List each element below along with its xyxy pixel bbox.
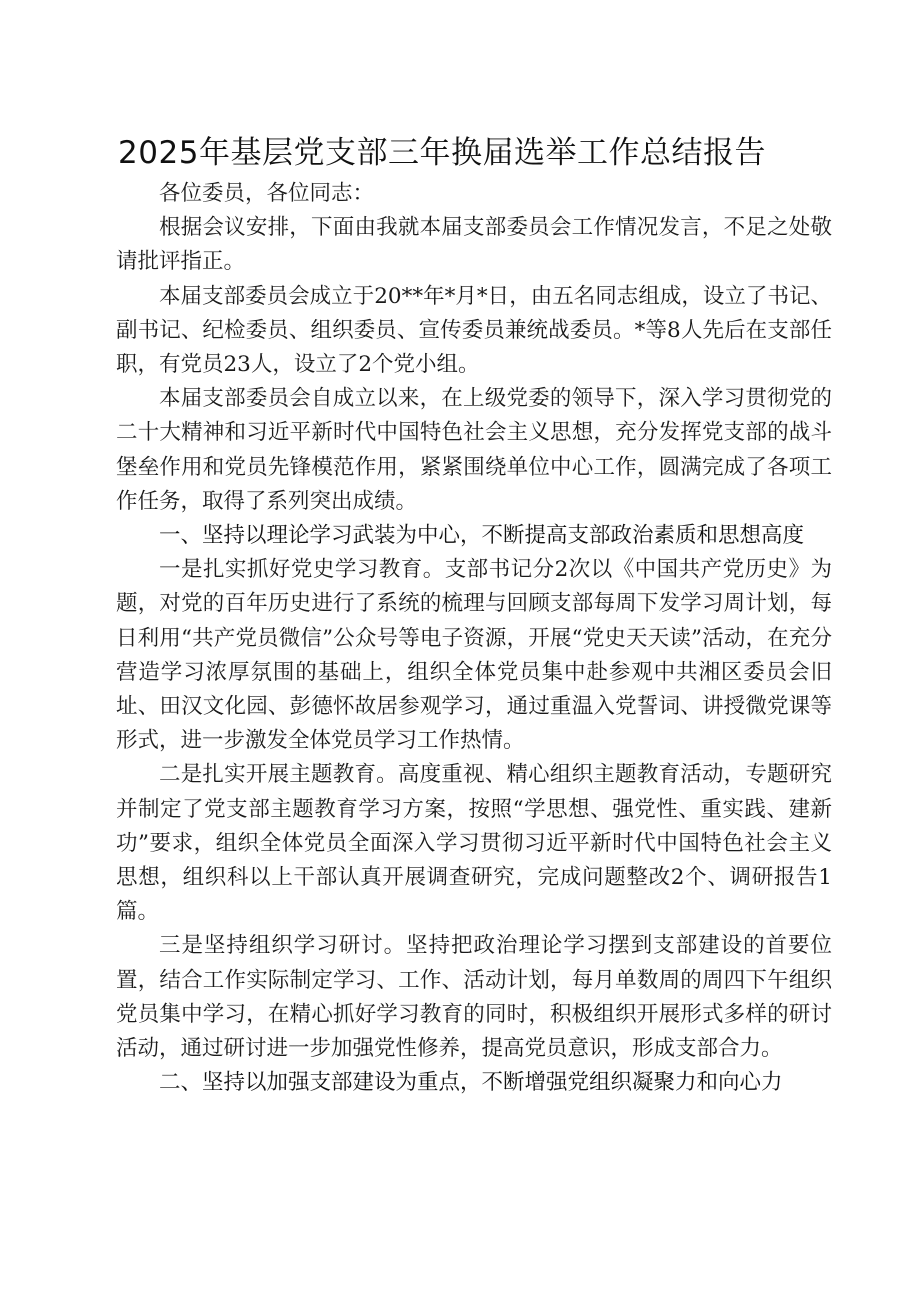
greeting-line: 各位委员，各位同志： xyxy=(159,181,375,206)
paragraph-study-seminars: 三是坚持组织学习研讨。坚持把政治理论学习摆到支部建设的首要位置，结合工作实际制定学习、工作、活动计划，每月单数周的周四下午组织党员集中学习，在精心抓好学习教育的同时，积极组织开展形式多样的研讨活动，通过研讨进一步加强党性修养，提高党员意识，形成支部合力。 xyxy=(116,933,832,1062)
paragraph-intro: 根据会议安排，下面由我就本届支部委员会工作情况发言，不足之处敬请批评指正。 xyxy=(116,215,832,275)
section-heading-1: 一、坚持以理论学习武装为中心，不断提高支部政治素质和思想高度 xyxy=(159,523,805,549)
document-title: 2025年基层党支部三年换届选举工作总结报告 xyxy=(118,135,766,171)
document-body xyxy=(116,177,832,1100)
paragraph-theme-education: 二是扎实开展主题教育。高度重视、精心组织主题教育活动，专题研究并制定了党支部主题教育学习方案，按照“学思想、强党性、重实践、建新功”要求，组织全体党员全面深入学习贯彻习近平新时代中国特色社会主义思想，组织科以上干部认真开展调查研究，完成问题整改2个、调研报告1篇。 xyxy=(116,762,832,925)
paragraph-achievements: 本届支部委员会自成立以来，在上级党委的领导下，深入学习贯彻党的二十大精神和习近平新时代中国特色社会主义思想，充分发挥党支部的战斗堡垒作用和党员先锋模范作用，紧紧围绕单位中心工作，圆满完成了各项工作任务，取得了系列突出成绩。 xyxy=(116,386,832,514)
section-heading-2: 二、坚持以加强支部建设为重点，不断增强党组织凝聚力和向心力 xyxy=(159,1070,783,1096)
paragraph-party-history: 一是扎实抓好党史学习教育。支部书记分2次以《中国共产党历史》为题，对党的百年历史进行了系统的梳理与回顾支部每周下发学习周计划，每日利用“共产党员微信”公众号等电子资源，开展“党史天天读”活动，在充分营造学习浓厚氛围的基础上，组织全体党员集中赴参观中共湘区委员会旧址、田汉文化园、彭德怀故居参观学习，通过重温入党誓词、讲授微党课等形式，进一步激发全体党员学习工作热情。 xyxy=(116,557,832,754)
paragraph-committee-composition: 本届支部委员会成立于20**年*月*日，由五名同志组成，设立了书记、副书记、纪检委员、组织委员、宣传委员兼统战委员。*等8人先后在支部任职，有党员23人，设立了2个党小组。 xyxy=(116,283,832,378)
